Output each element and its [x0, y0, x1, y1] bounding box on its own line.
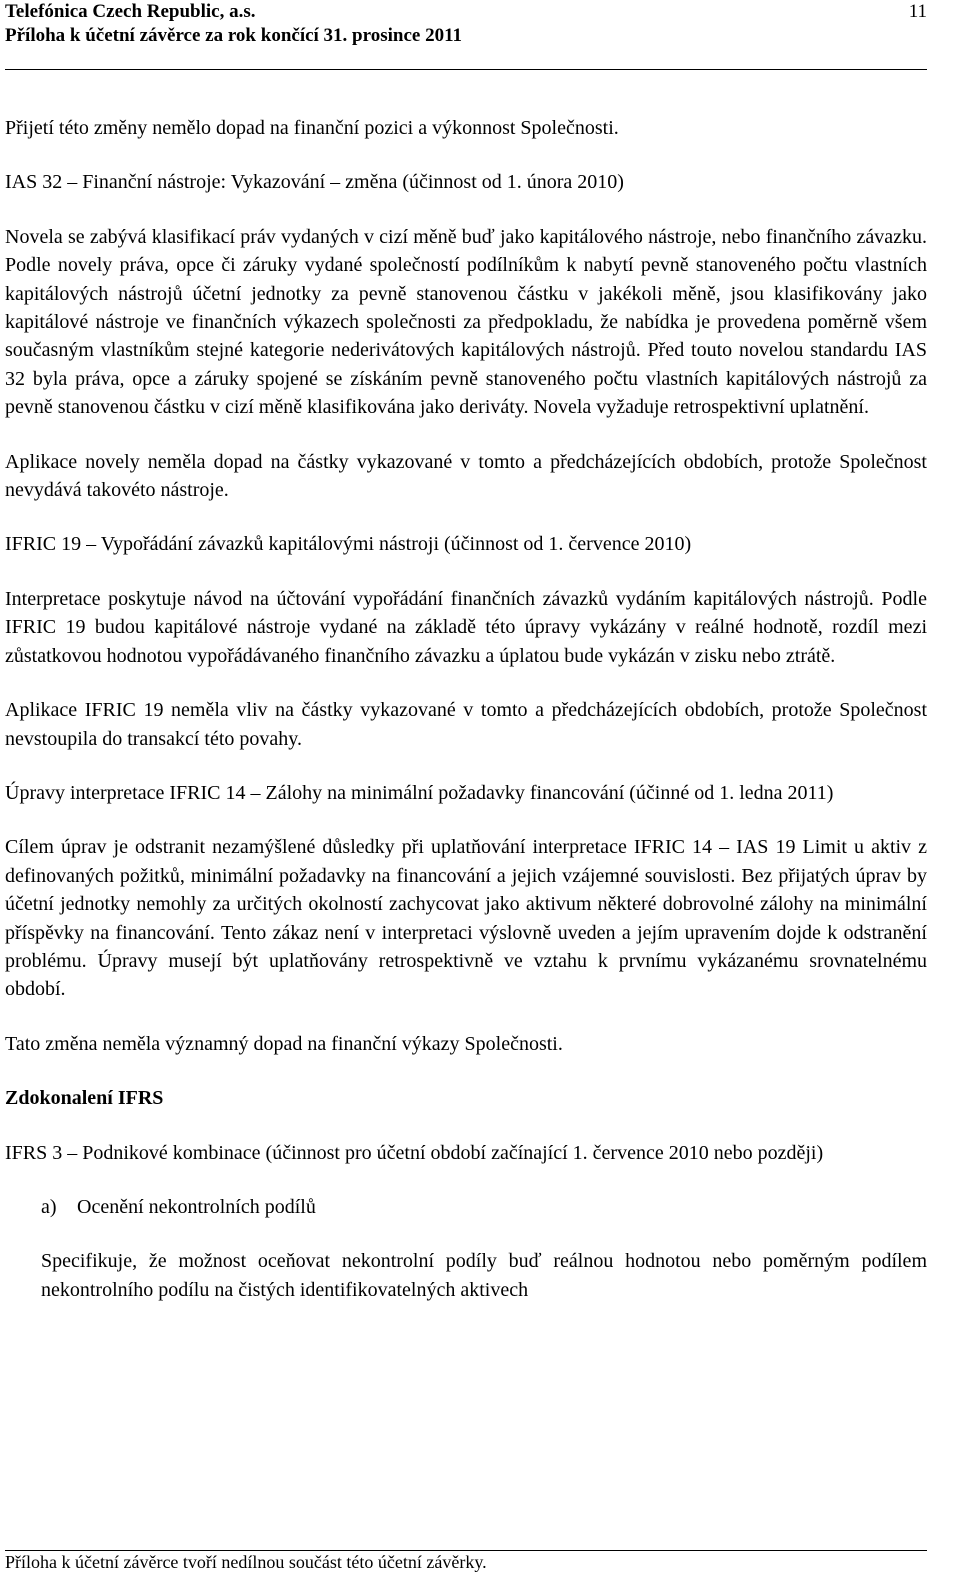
paragraph: Specifikuje, že možnost oceňovat nekontrolní podíly buď reálnou hodnotou nebo poměrným podílem nekontrolního podílu na čistých identifikovatelných aktivech [41, 1250, 927, 1301]
page-number: 11 [908, 1, 927, 22]
header-divider [5, 69, 927, 70]
section-title-ifric19: IFRIC 19 – Vypořádání závazků kapitálovými nástroji (účinnost od 1. července 2010) [5, 533, 692, 556]
page-footer: Příloha k účetní závěrce tvoří nedílnou součást této účetní závěrky. [5, 1552, 487, 1572]
section-title-ifrs3: IFRS 3 – Podnikové kombinace (účinnost pro účetní období začínající 1. července 2010 nebo později) [5, 1141, 824, 1164]
paragraph: Přijetí této změny nemělo dopad na finanční pozici a výkonnost Společnosti. [5, 117, 619, 139]
paragraph: Tato změna neměla významný dopad na finanční výkazy Společnosti. [5, 1032, 563, 1055]
paragraph: Cílem úprav je odstranit nezamýšlené důsledky při uplatňování interpretace IFRIC 14 – IAS 19 Limit u aktiv z definovaných požitků, minimální požadavky na financování a jejich vzájemné souvislosti. Bez přijatých úprav by účetní jednotky nemohly za určitých okolností zachycovat jako aktivum některé dobrovolné zálohy na minimální příspěvky na financování. Tento zákaz není v interpretaci výslovně uveden a jejím upravením dojde k odstranění problému. Úpravy musejí být uplatňovány retrospektivně ve vztahu k prvnímu vykázanému srovnatelnému období. [5, 836, 927, 1001]
paragraph: Novela se zabývá klasifikací práv vydaných v cizí měně buď jako kapitálového nástroje, nebo finančního závazku. Podle novely práva, opce či záruky vydané společností podílníkům k nabytí pevně stanoveného počtu vlastních kapitálových nástrojů účetní jednotky za pevně stanovenou částku v jakékoli měně, jsou klasifikovány jako kapitálové nástroje ve finančních výkazech společnosti za předpokladu, že nabídka je provedena poměrně všem současným vlastníkům stejné kategorie nederivátových kapitálových nástrojů. Před touto novelou standardu IAS 32 byla práva, opce a záruky spojené se získáním pevně stanoveného počtu vlastních kapitálových nástrojů za pevně stanovenou částku v cizí měně klasifikována jako deriváty. Novela vyžaduje retrospektivní uplatnění. [5, 225, 927, 419]
document-subtitle: Příloha k účetní závěrce za rok končící 31. prosince 2011 [5, 25, 463, 46]
list-item-label: Ocenění nekontrolních podílů [77, 1195, 316, 1218]
page-header [5, 0, 927, 48]
section-title-ifric14: Úpravy interpretace IFRIC 14 – Zálohy na minimální požadavky financování (účinné od 1. ledna 2011) [5, 781, 834, 804]
list-marker: a) [41, 1195, 57, 1218]
list-item-a [41, 1193, 927, 1221]
paragraph: Interpretace poskytuje návod na účtování vypořádání finančních závazků vydáním kapitálových nástrojů. Podle IFRIC 19 budou kapitálové nástroje vydané na základě této úpravy vykázány v reálné hodnotě, rozdíl mezi zůstatkovou hodnotou vypořádávaného finančního závazku a úplatou bude vykázán v zisku nebo ztrátě. [5, 587, 927, 667]
section-title-ias32: IAS 32 – Finanční nástroje: Vykazování – změna (účinnost od 1. února 2010) [5, 171, 624, 194]
document-body [5, 114, 927, 1330]
company-name: Telefónica Czech Republic, a.s. [5, 1, 256, 22]
heading-improvements: Zdokonalení IFRS [5, 1087, 164, 1110]
paragraph: Aplikace novely neměla dopad na částky vykazované v tomto a předcházejících obdobích, protože Společnost nevydává takovéto nástroje. [5, 450, 927, 502]
paragraph: Aplikace IFRIC 19 neměla vliv na částky vykazované v tomto a předcházejících obdobích, protože Společnost nevstoupila do transakcí této povahy. [5, 699, 927, 750]
